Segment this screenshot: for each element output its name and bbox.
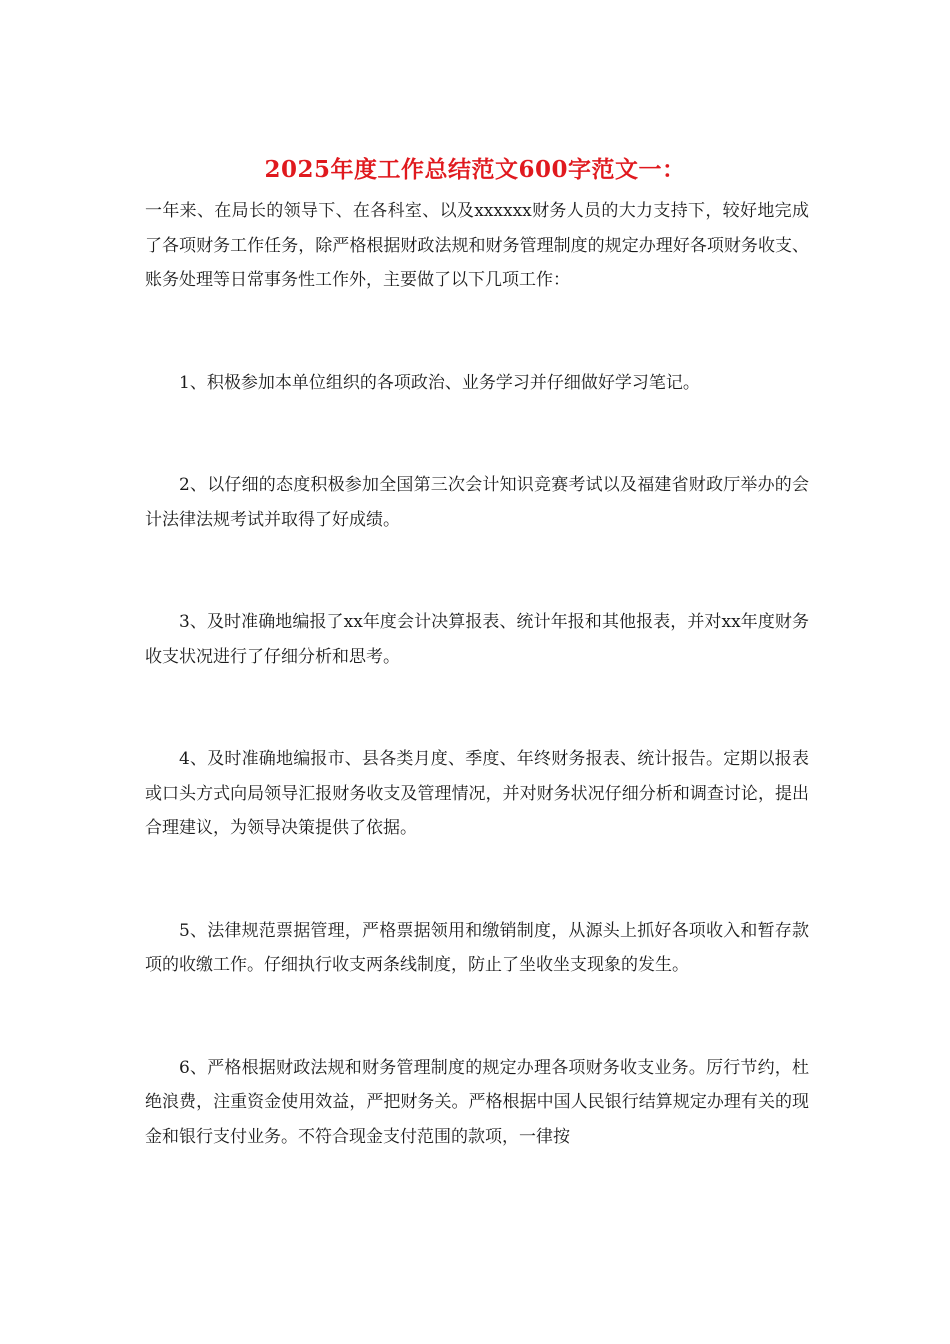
list-item-6: 6、严格根据财政法规和财务管理制度的规定办理各项财务收支业务。厉行节约，杜绝浪费，注重资金使用效益，严把财务关。严格根据中国人民银行结算规定办理有关的现金和银行支付业务。不符合现金支付范围的款项，一律按	[145, 1057, 809, 1147]
list-item-2: 2、以仔细的态度积极参加全国第三次会计知识竞赛考试以及福建省财政厅举办的会计法律法规考试并取得了好成绩。	[145, 475, 809, 530]
list-item-3: 3、及时准确地编报了xx年度会计决算报表、统计年报和其他报表，并对xx年度财务收支状况进行了仔细分析和思考。	[145, 612, 809, 667]
document-title: 2025年度工作总结范文600字范文一：	[264, 156, 686, 183]
intro-paragraph: 一年来、在局长的领导下、在各科室、以及xxxxxx财务人员的大力支持下，较好地完成了各项财务工作任务，除严格根据财政法规和财务管理制度的规定办理好各项财务收支、账务处理等日常事务性工作外，主要做了以下几项工作：	[145, 201, 809, 290]
document-body	[145, 194, 809, 1154]
list-item-5: 5、法律规范票据管理，严格票据领用和缴销制度，从源头上抓好各项收入和暂存款项的收缴工作。仔细执行收支两条线制度，防止了坐收坐支现象的发生。	[145, 920, 809, 975]
list-item-4: 4、及时准确地编报市、县各类月度、季度、年终财务报表、统计报告。定期以报表或口头方式向局领导汇报财务收支及管理情况，并对财务状况仔细分析和调查讨论，提出合理建议，为领导决策提供了依据。	[145, 749, 809, 838]
list-item-1: 1、积极参加本单位组织的各项政治、业务学习并仔细做好学习笔记。	[179, 372, 700, 393]
